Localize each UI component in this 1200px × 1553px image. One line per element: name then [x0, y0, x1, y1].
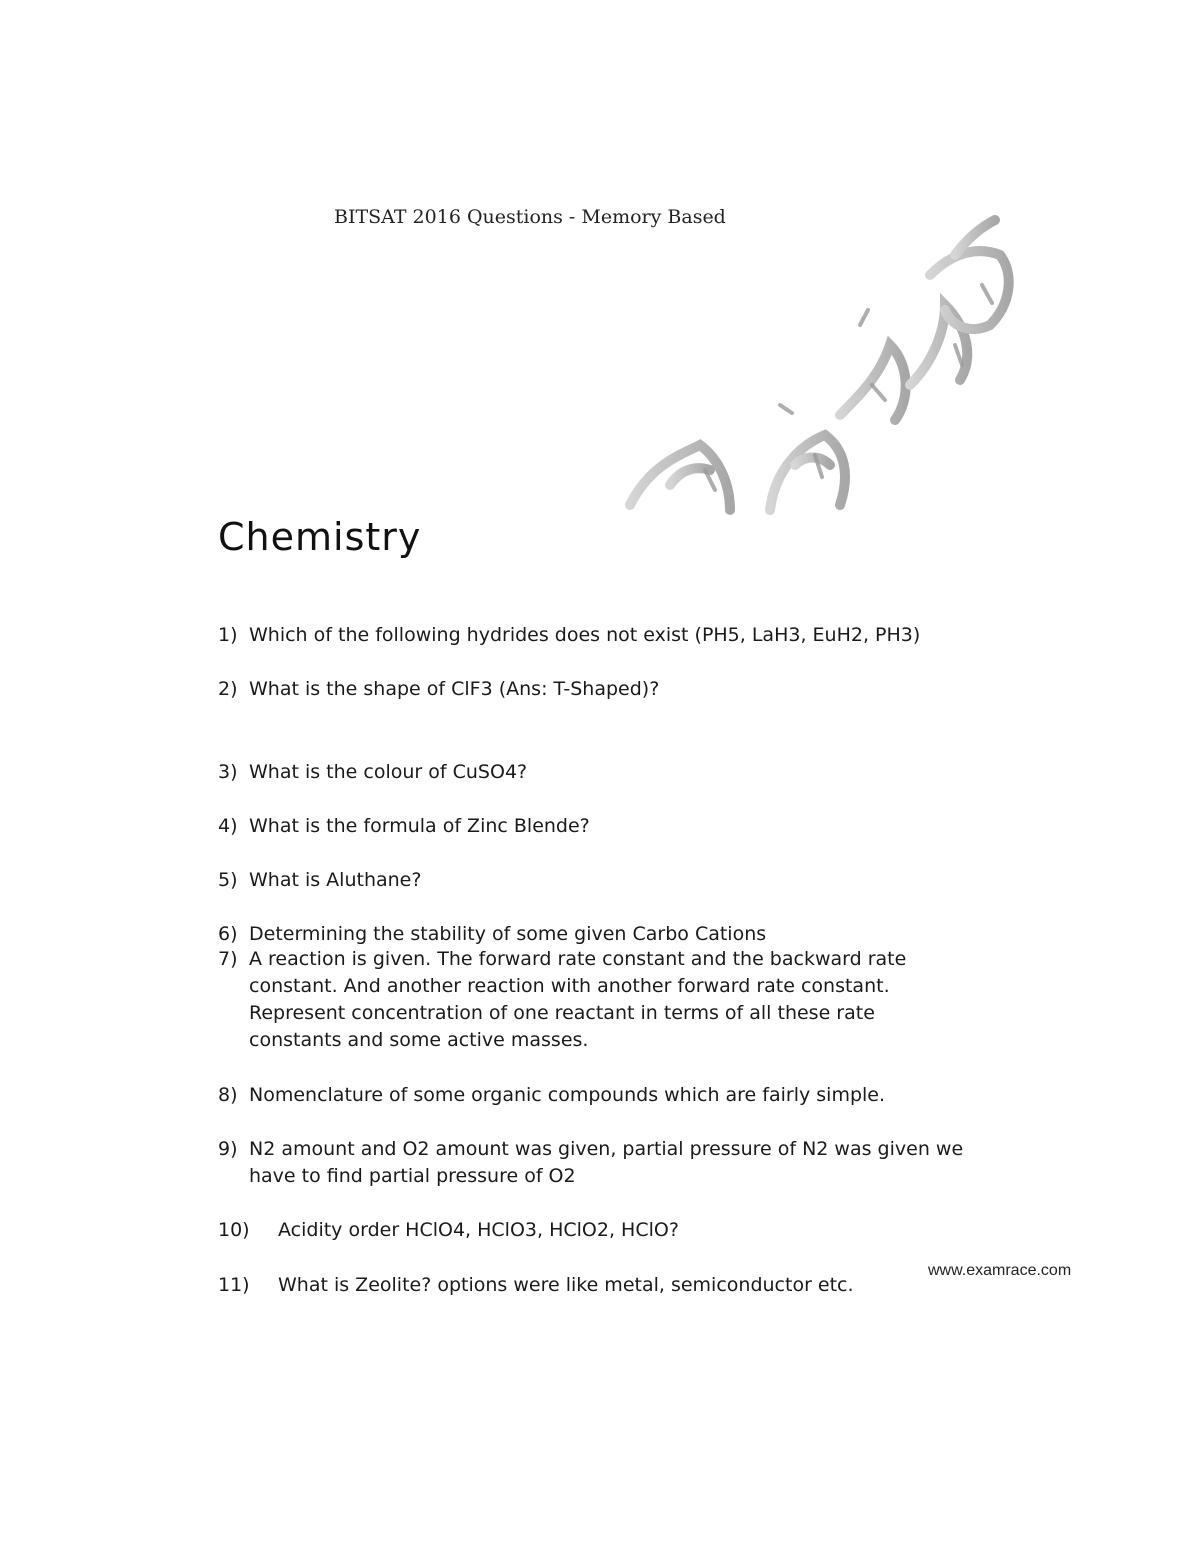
question-number: 5) [218, 869, 238, 891]
section-title: Chemistry [218, 515, 422, 559]
question-text: What is the shape of ClF3 (Ans: T-Shaped)? [249, 678, 660, 700]
question-item [218, 1217, 918, 1244]
question-item [218, 946, 918, 1054]
question-text: Determining the stability of some given Carbo Cations [249, 923, 767, 945]
document-header: BITSAT 2016 Questions - Memory Based [334, 206, 726, 228]
question-number: 9) [218, 1138, 238, 1160]
question-number: 10) [218, 1219, 250, 1241]
question-item [218, 622, 978, 649]
question-item [218, 1272, 918, 1299]
question-item [218, 867, 978, 894]
question-text: A reaction is given. The forward rate constant and the backward rate constant. And another reaction with another forward rate constant. Represent concentration of one reactant in terms of all these rate constants and some active masses. [249, 948, 907, 1051]
question-text: What is Zeolite? options were like metal, semiconductor etc. [278, 1274, 854, 1296]
question-item [218, 1082, 978, 1109]
question-number: 1) [218, 624, 238, 646]
question-text: What is Aluthane? [249, 869, 422, 891]
atom-molecule-decoration-icon [610, 215, 1030, 515]
question-text: What is the colour of CuSO4? [249, 761, 528, 783]
question-text: N2 amount and O2 amount was given, partial pressure of N2 was given we have to find partial pressure of O2 [249, 1138, 964, 1187]
question-number: 11) [218, 1274, 250, 1296]
question-item [218, 813, 978, 840]
question-item [218, 1136, 988, 1190]
question-text: Nomenclature of some organic compounds which are fairly simple. [249, 1084, 886, 1106]
question-text: Which of the following hydrides does not exist (PH5, LaH3, EuH2, PH3) [249, 624, 921, 646]
question-number: 6) [218, 923, 238, 945]
question-number: 8) [218, 1084, 238, 1106]
question-number: 4) [218, 815, 238, 837]
question-item [218, 759, 978, 786]
question-number: 7) [218, 948, 238, 970]
question-text: What is the formula of Zinc Blende? [249, 815, 590, 837]
question-text: Acidity order HClO4, HClO3, HClO2, HClO? [278, 1219, 679, 1241]
question-item [218, 921, 978, 948]
question-number: 3) [218, 761, 238, 783]
question-item [218, 676, 978, 703]
watermark-url: www.examrace.com [928, 1262, 1072, 1279]
question-number: 2) [218, 678, 238, 700]
